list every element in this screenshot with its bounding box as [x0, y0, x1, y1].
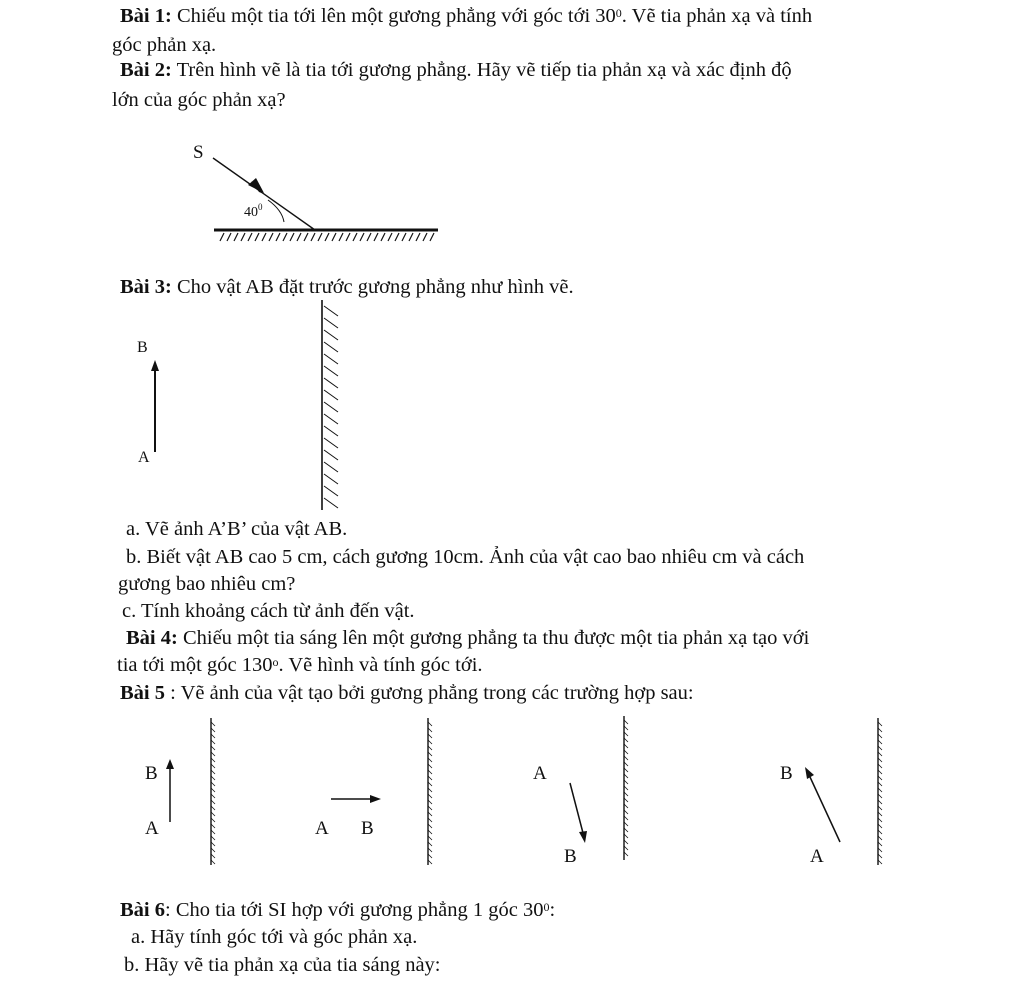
bai3-item-a: a. Vẽ ảnh A’B’ của vật AB.: [126, 518, 348, 540]
bai1-text-b: . Vẽ tia phản xạ và tính: [621, 5, 813, 27]
bai2-line-2: lớn của góc phản xạ?: [112, 89, 286, 111]
bai3-text-a: Cho vật AB đặt trước gương phẳng như hình vẽ.: [171, 276, 574, 298]
case2-arrowhead: [370, 795, 381, 803]
case2-label-a: A: [315, 818, 329, 839]
case4-object: [810, 777, 840, 842]
case2-label-b: B: [361, 818, 374, 839]
bai4-text-a: Chiếu một tia sáng lên một gương phẳng ta thu được một tia phản xạ tạo với: [177, 627, 810, 649]
case4-label-a: A: [810, 846, 824, 867]
case3-arrowhead: [579, 831, 587, 843]
bai6-item-a: a. Hãy tính góc tới và góc phản xạ.: [131, 926, 418, 948]
case4-arrowhead: [805, 767, 814, 779]
case4-label-b: B: [780, 763, 793, 784]
bai2-heading: Bài 2:: [120, 59, 172, 81]
bai4-degree-sup: o: [272, 655, 279, 669]
case3-label-a: A: [533, 763, 547, 784]
bai2-text-a: Trên hình vẽ là tia tới gương phẳng. Hãy vẽ tiếp tia phản xạ và xác định độ: [171, 59, 792, 81]
bai6-heading: Bài 6: [120, 899, 165, 921]
bai1-degree-sup: 0: [615, 6, 622, 20]
case3-label-b: B: [564, 846, 577, 867]
bai6-text-b: :: [549, 899, 556, 921]
bai4-text-c: . Vẽ hình và tính góc tới.: [278, 654, 483, 676]
bai3-label-b: B: [137, 339, 148, 356]
bai6-degree-sup: 0: [543, 900, 550, 914]
bai5-heading: Bài 5: [120, 682, 165, 704]
bai4-heading: Bài 4:: [126, 627, 178, 649]
bai2-label-s: S: [193, 142, 204, 163]
bai1-heading: Bài 1:: [120, 5, 172, 27]
bai1-line-2: góc phản xạ.: [112, 34, 217, 56]
bai2-angle-value: 40: [244, 205, 258, 220]
bai3-item-b-line-2: gương bao nhiêu cm?: [118, 573, 296, 595]
bai3-item-c: c. Tính khoảng cách từ ảnh đến vật.: [122, 600, 415, 622]
case3-object: [570, 783, 583, 833]
bai5-text-a: : Vẽ ảnh của vật tạo bởi gương phẳng trong các trường hợp sau:: [165, 682, 694, 704]
bai3-label-a: A: [138, 449, 150, 466]
bai6-item-b: b. Hãy vẽ tia phản xạ của tia sáng này:: [124, 954, 441, 976]
case1-label-a: A: [145, 818, 159, 839]
bai6-text-a: : Cho tia tới SI hợp với gương phẳng 1 góc 30: [165, 899, 544, 921]
bai1-text-a: Chiếu một tia tới lên một gương phẳng với góc tới 30: [171, 5, 616, 27]
bai2-angle-sup: 0: [258, 202, 263, 212]
case1-label-b: B: [145, 763, 158, 784]
bai3-item-b-line-1: b. Biết vật AB cao 5 cm, cách gương 10cm. Ảnh của vật cao bao nhiêu cm và cách: [126, 546, 805, 568]
case1-arrowhead: [166, 759, 174, 769]
bai3-heading: Bài 3:: [120, 276, 172, 298]
bai4-text-b: tia tới một góc 130: [117, 654, 273, 676]
bai6-line-1: [120, 898, 555, 922]
